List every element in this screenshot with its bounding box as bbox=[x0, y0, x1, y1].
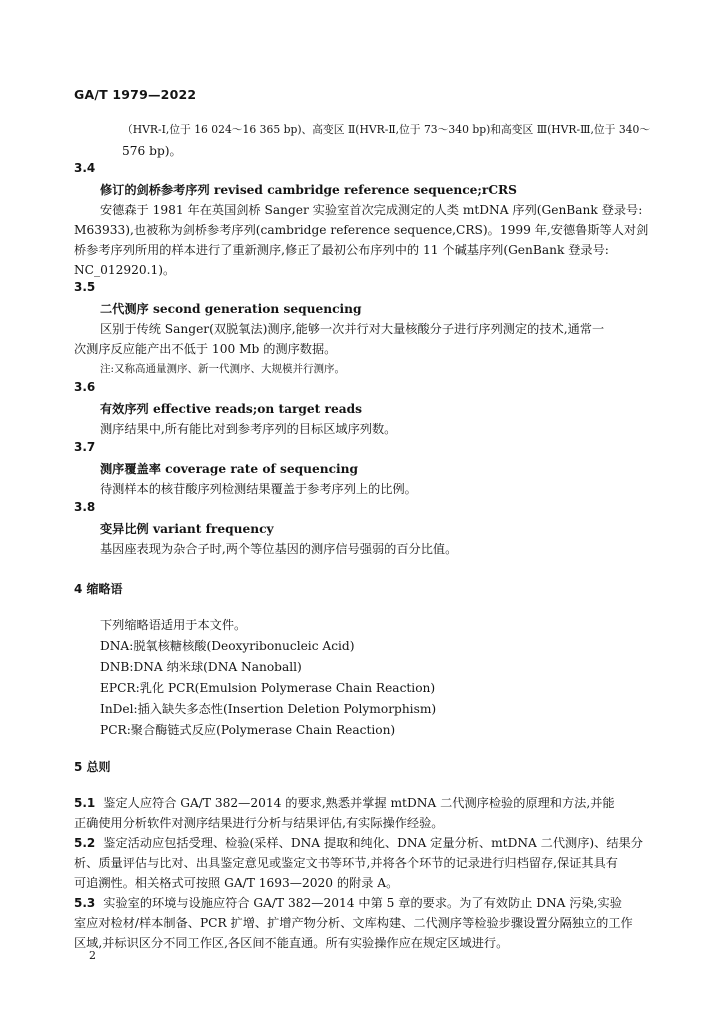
clause-3-4-def-line2: M63933),也被称为剑桥参考序列(cambridge reference sequence,CRS)。1999 年,安德鲁斯等人对剑 bbox=[74, 223, 649, 237]
section-4-intro: 下列缩略语适用于本文件。 bbox=[100, 618, 247, 632]
clause-3-8-number: 3.8 bbox=[74, 500, 96, 514]
clause-5-3-line2: 室应对检材/样本制备、PCR 扩增、扩增产物分析、文库构建、二代测序等检验步骤设置分隔独立的工作 bbox=[74, 916, 633, 930]
abbreviation-item: InDel:插入缺失多态性(Insertion Deletion Polymorphism) bbox=[100, 702, 437, 716]
clause-3-5-def-line2: 次测序反应能产出不低于 100 Mb 的测序数据。 bbox=[74, 342, 337, 356]
hvr-continuation-line1: （HVR-Ⅰ,位于 16 024～16 365 bp)、高变区 Ⅱ(HVR-Ⅱ,位于 73～340 bp)和高变区 Ⅲ(HVR-Ⅲ,位于 340～ bbox=[122, 123, 651, 136]
clause-3-7-def-line1: 待测样本的核苷酸序列检测结果覆盖于参考序列上的比例。 bbox=[100, 482, 417, 496]
clause-5-1-text1: 鉴定人应符合 GA/T 382—2014 的要求,熟悉并掌握 mtDNA 二代测序检验的原理和方法,并能 bbox=[103, 796, 615, 810]
document-header: GA/T 1979—2022 bbox=[74, 87, 197, 102]
clause-3-7-number: 3.7 bbox=[74, 440, 96, 454]
abbreviation-item: DNB:DNA 纳米球(DNA Nanoball) bbox=[100, 660, 302, 674]
clause-3-5-number: 3.5 bbox=[74, 280, 96, 294]
clause-5-1-number: 5.1 bbox=[74, 796, 96, 810]
clause-5-3-number: 5.3 bbox=[74, 896, 96, 910]
clause-3-4-def-line3: 桥参考序列所用的样本进行了重新测序,修正了最初公布序列中的 11 个碱基序列(GenBank 登录号: bbox=[74, 243, 609, 257]
hvr-continuation-line2: 576 bp)。 bbox=[122, 144, 182, 158]
clause-3-6-number: 3.6 bbox=[74, 380, 96, 394]
clause-3-7-term: 测序覆盖率 coverage rate of sequencing bbox=[100, 462, 359, 476]
section-5-title: 5 总则 bbox=[74, 760, 111, 774]
clause-3-4-def-line1: 安德森于 1981 年在英国剑桥 Sanger 实验室首次完成测定的人类 mtDNA 序列(GenBank 登录号: bbox=[100, 203, 643, 217]
section-4-title: 4 缩略语 bbox=[74, 582, 123, 596]
clause-3-8-def-line1: 基因座表现为杂合子时,两个等位基因的测序信号强弱的百分比值。 bbox=[100, 542, 458, 556]
clause-5-1-line1 bbox=[74, 794, 615, 811]
clause-3-5-term: 二代测序 second generation sequencing bbox=[100, 302, 362, 316]
abbreviation-item: EPCR:乳化 PCR(Emulsion Polymerase Chain Reaction) bbox=[100, 681, 436, 695]
clause-5-1-line2: 正确使用分析软件对测序结果进行分析与结果评估,有实际操作经验。 bbox=[74, 816, 444, 830]
clause-3-6-def-line1: 测序结果中,所有能比对到参考序列的目标区域序列数。 bbox=[100, 422, 397, 436]
clause-5-3-line3: 区域,并标识区分不同工作区,各区间不能直通。所有实验操作应在规定区域进行。 bbox=[74, 936, 509, 950]
abbreviation-item: DNA:脱氧核糖核酸(Deoxyribonucleic Acid) bbox=[100, 639, 355, 653]
clause-3-4-def-line4: NC_012920.1)。 bbox=[74, 263, 176, 277]
clause-5-3-line1 bbox=[74, 894, 622, 911]
page-number: 2 bbox=[89, 949, 96, 962]
clause-5-2-line1 bbox=[74, 834, 643, 851]
clause-5-2-line2: 析、质量评估与比对、出具鉴定意见或鉴定文书等环节,并将各个环节的记录进行归档留存,保证其具有 bbox=[74, 856, 618, 870]
clause-3-5-def-line1: 区别于传统 Sanger(双脱氧法)测序,能够一次并行对大量核酸分子进行序列测定的技术,通常一 bbox=[100, 322, 605, 336]
clause-5-2-text1: 鉴定活动应包括受理、检验(采样、DNA 提取和纯化、DNA 定量分析、mtDNA 二代测序)、结果分 bbox=[103, 836, 643, 850]
clause-3-4-term: 修订的剑桥参考序列 revised cambridge reference sequence;rCRS bbox=[100, 183, 517, 197]
clause-3-4-number: 3.4 bbox=[74, 161, 96, 175]
clause-3-6-term: 有效序列 effective reads;on target reads bbox=[100, 402, 363, 416]
clause-5-3-text1: 实验室的环境与设施应符合 GA/T 382—2014 中第 5 章的要求。为了有效防止 DNA 污染,实验 bbox=[103, 896, 622, 910]
clause-5-2-line3: 可追溯性。相关格式可按照 GA/T 1693—2020 的附录 A。 bbox=[74, 876, 399, 890]
abbreviation-item: PCR:聚合酶链式反应(Polymerase Chain Reaction) bbox=[100, 723, 396, 737]
clause-3-5-note: 注:又称高通量测序、新一代测序、大规模并行测序。 bbox=[100, 363, 346, 375]
clause-5-2-number: 5.2 bbox=[74, 836, 96, 850]
clause-3-8-term: 变异比例 variant frequency bbox=[100, 522, 274, 536]
